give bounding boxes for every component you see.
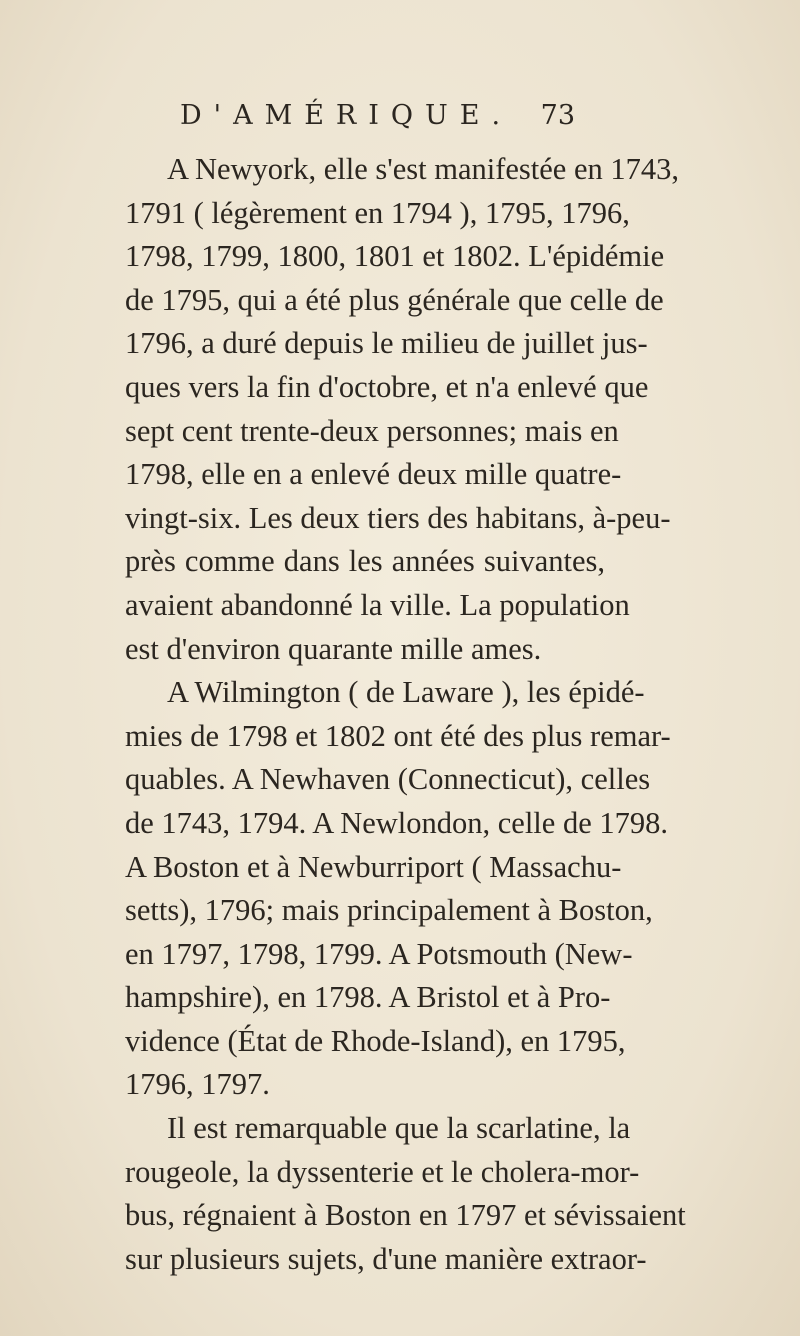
text-line: Il est remarquable que la scarlatine, la [167,1111,631,1146]
running-header [180,100,575,131]
text-line: avaient abandonné la ville. La population [125,587,630,622]
body-text [125,148,686,1281]
text-line: rougeole, la dyssenterie et le cholera-mor- [125,1154,640,1189]
text-line: A Wilmington ( de Laware ), les épidé- [167,675,645,710]
text-line: de 1795, qui a été plus générale que celle de [125,282,664,317]
text-line: est d'environ quarante mille ames. [125,631,542,666]
page-number: 73 [540,100,575,131]
text-line: quables. A Newhaven (Connecticut), celles [125,762,651,797]
text-line: mies de 1798 et 1802 ont été des plus remar- [125,718,671,753]
text-line: en 1797, 1798, 1799. A Potsmouth (New- [125,936,633,971]
text-line: 1796, 1797. [125,1067,270,1102]
text-line: sur plusieurs sujets, d'une manière extraor- [125,1241,647,1276]
running-title: D'AMÉRIQUE. [180,100,513,131]
text-line: A Newyork, elle s'est manifestée en 1743, [167,152,679,186]
text-line: près comme dans les années suivantes, [125,544,605,579]
text-line: vingt-six. Les deux tiers des habitans, à-peu- [125,500,671,535]
text-line: ques vers la fin d'octobre, et n'a enlevé que [125,369,649,404]
text-line: de 1743, 1794. A Newlondon, celle de 1798. [125,805,668,840]
text-line: A Boston et à Newburriport ( Massachu- [125,849,622,884]
text-line: hampshire), en 1798. A Bristol et à Pro- [125,980,611,1015]
text-line: setts), 1796; mais principalement à Boston, [125,893,653,928]
text-line: 1798, elle en a enlevé deux mille quatre- [125,457,622,492]
text-line: 1798, 1799, 1800, 1801 et 1802. L'épidémie [125,239,665,274]
text-line: sept cent trente-deux personnes; mais en [125,413,619,448]
text-line: 1791 ( légèrement en 1794 ), 1795, 1796, [125,195,630,230]
text-line: vidence (État de Rhode-Island), en 1795, [125,1023,626,1058]
text-line: bus, régnaient à Boston en 1797 et sévissaient [125,1198,686,1233]
text-line: 1796, a duré depuis le milieu de juillet jus- [125,326,648,361]
